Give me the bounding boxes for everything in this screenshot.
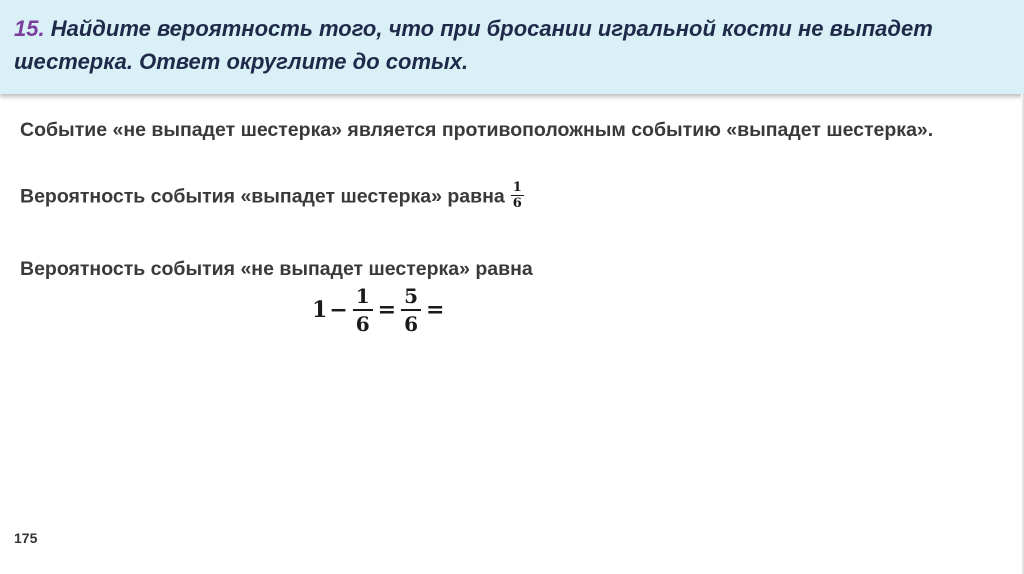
equation-one: 1 — [312, 297, 328, 323]
equation-fraction-denominator: 6 — [355, 312, 370, 336]
paragraph-probability-six-text: Вероятность события «выпадет шестерка» равна — [20, 185, 505, 208]
page-number: 175 — [14, 530, 38, 546]
probability-equation — [312, 283, 446, 337]
equation-fraction-five-sixths — [401, 283, 421, 337]
paragraph-probability-not-six: Вероятность события «не выпадет шестерка» равна — [20, 258, 533, 280]
equation-fraction-one-sixth — [353, 283, 373, 337]
problem-title — [14, 12, 974, 78]
equation-equals-trailing: = — [426, 297, 445, 323]
solution-text — [20, 116, 980, 280]
title-banner — [0, 0, 1024, 94]
problem-text: Найдите вероятность того, что при бросании игральной кости не выпадет шестерка. Ответ округлите до сотых. — [14, 16, 933, 74]
problem-number: 15. — [14, 16, 45, 41]
paragraph-opposite-event: Событие «не выпадет шестерка» является противоположным событию «выпадет шестерка». — [20, 119, 934, 141]
fraction-denominator: 6 — [512, 196, 522, 211]
equation-fraction-numerator: 5 — [401, 283, 421, 311]
equation-fraction-numerator: 1 — [353, 283, 373, 311]
paragraph-probability-six — [20, 182, 524, 213]
equation-equals: = — [377, 297, 397, 323]
fraction-numerator: 1 — [512, 180, 522, 195]
fraction-one-sixth — [511, 180, 524, 211]
equation-fraction-denominator: 6 — [404, 312, 419, 336]
equation-minus: − — [329, 297, 348, 323]
